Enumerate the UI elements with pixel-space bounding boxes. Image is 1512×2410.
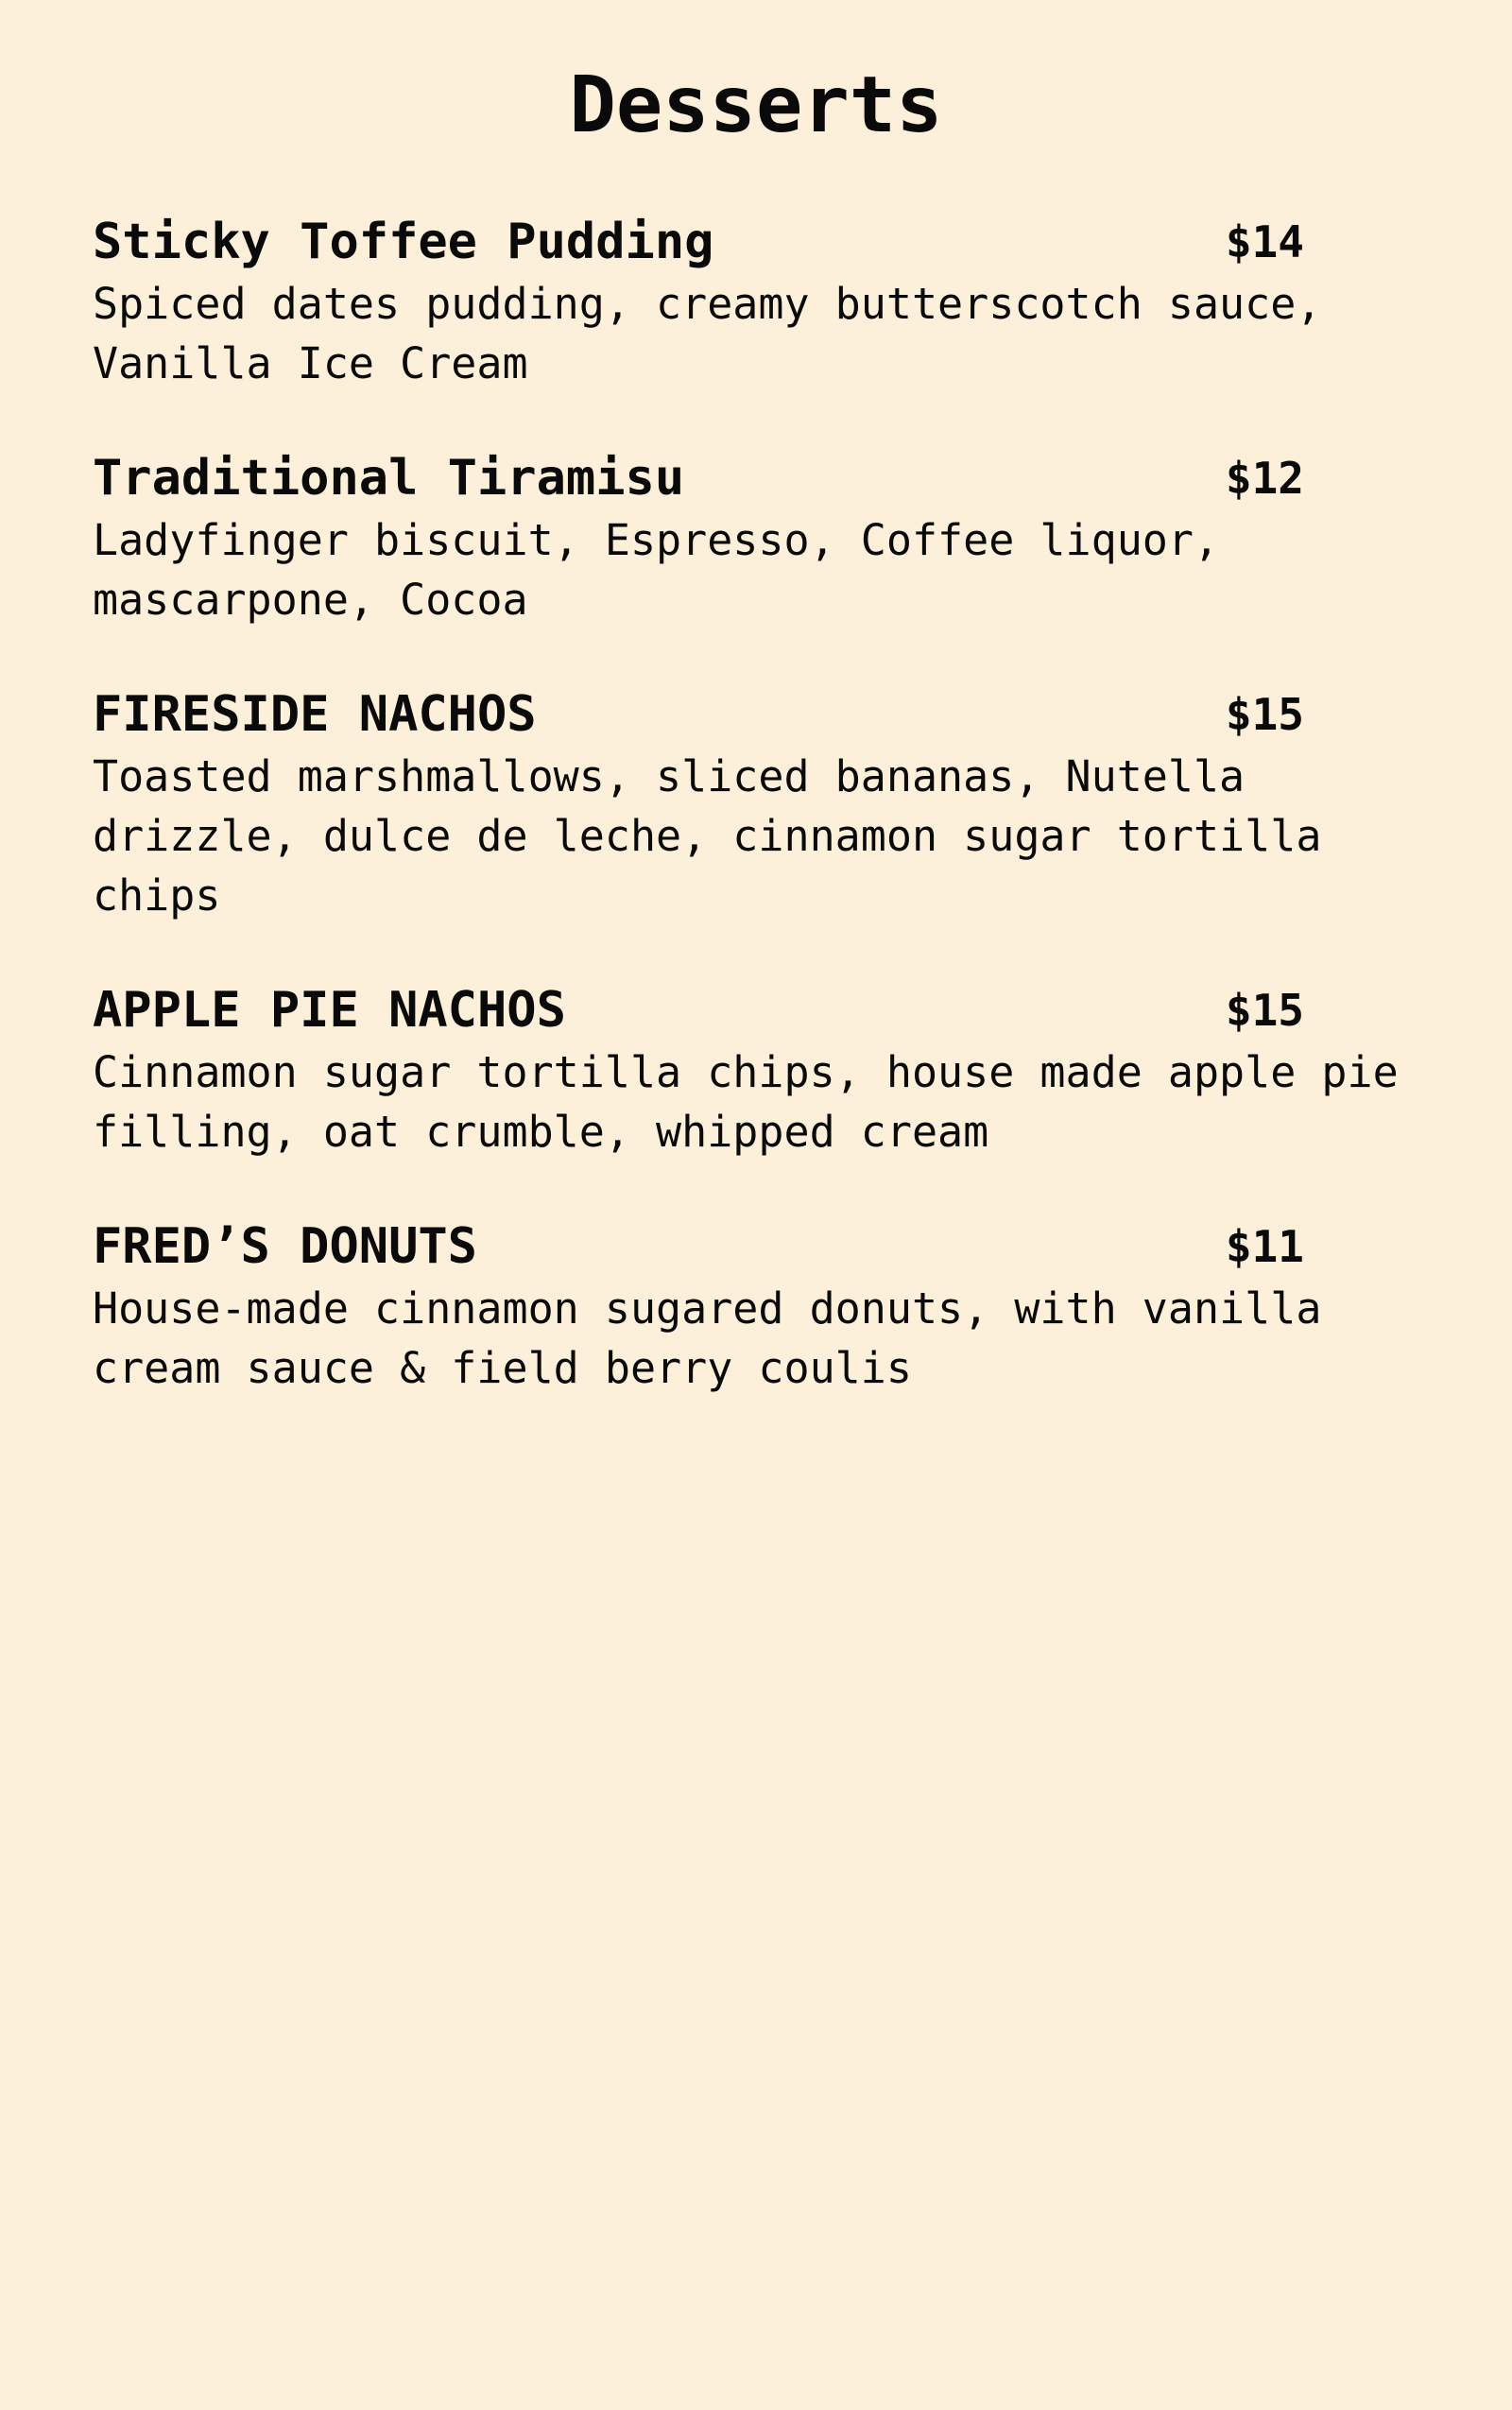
item-description-line: filling, oat crumble, whipped cream (93, 1107, 989, 1157)
menu-item-header (93, 210, 1304, 274)
item-price: $15 (1225, 985, 1304, 1036)
item-description-line: drizzle, dulce de leche, cinnamon sugar tortilla (93, 811, 1322, 861)
item-price: $12 (1225, 453, 1304, 504)
item-description-line: Vanilla Ice Cream (93, 338, 528, 388)
menu-item (93, 978, 1416, 1162)
item-name: FIRESIDE NACHOS (93, 686, 537, 743)
item-name: APPLE PIE NACHOS (93, 982, 566, 1039)
item-name: Traditional Tiramisu (93, 450, 685, 507)
menu-title: Desserts (569, 60, 943, 150)
item-price: $14 (1225, 216, 1304, 267)
menu-item (93, 446, 1416, 629)
item-description-line: Toasted marshmallows, sliced bananas, Nutella (93, 751, 1246, 801)
item-price: $11 (1225, 1221, 1304, 1272)
item-description-line: mascarpone, Cocoa (93, 575, 528, 625)
menu-item (93, 682, 1416, 925)
item-description-line: House-made cinnamon sugared donuts, with vanilla (93, 1283, 1322, 1334)
menu-item (93, 1214, 1416, 1398)
item-description-line: Spiced dates pudding, creamy butterscotch sauce, (93, 279, 1322, 329)
item-description-line: chips (93, 870, 221, 921)
dessert-list (93, 210, 1416, 1451)
item-description (93, 1042, 1416, 1162)
item-description (93, 274, 1416, 393)
item-description (93, 747, 1416, 925)
item-description-line: Ladyfinger biscuit, Espresso, Coffee liquor, (93, 515, 1220, 565)
item-description (93, 510, 1416, 629)
item-price: $15 (1225, 689, 1304, 740)
menu-item (93, 210, 1416, 393)
item-name: Sticky Toffee Pudding (93, 214, 714, 270)
item-name: FRED’S DONUTS (93, 1218, 477, 1275)
menu-item-header (93, 1214, 1304, 1279)
menu-item-header (93, 682, 1304, 747)
item-description-line: cream sauce & field berry coulis (93, 1343, 912, 1393)
item-description (93, 1279, 1416, 1398)
menu-item-header (93, 446, 1304, 510)
menu-item-header (93, 978, 1304, 1042)
item-description-line: Cinnamon sugar tortilla chips, house made apple pie (93, 1047, 1399, 1097)
